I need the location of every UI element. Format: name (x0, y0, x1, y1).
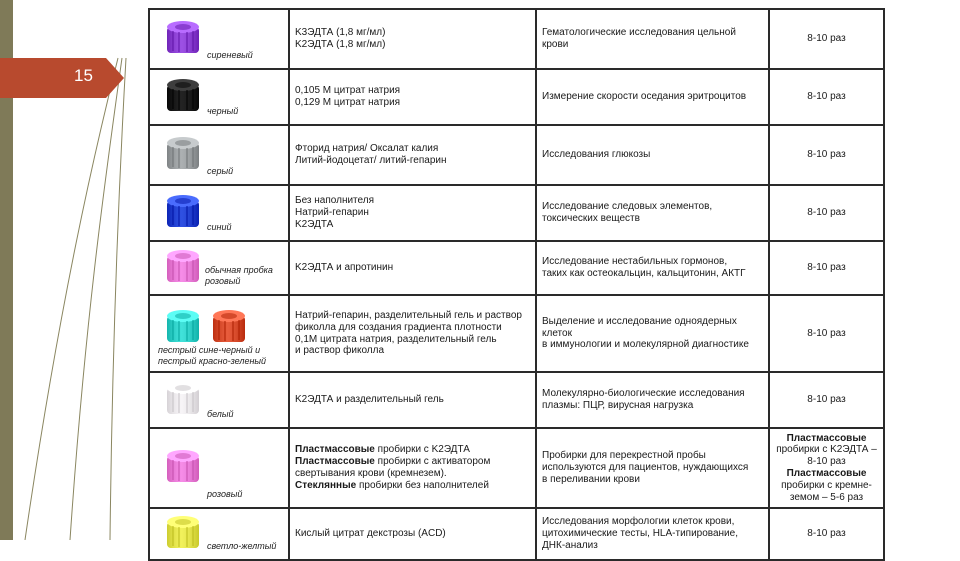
cap-color-label: белый (207, 408, 234, 419)
cell-line: 8-10 раз (807, 149, 846, 161)
inversions-cell (769, 241, 884, 295)
cell-line (775, 480, 878, 492)
additive-cell (289, 428, 536, 508)
additive-cell (289, 508, 536, 560)
cell-line: K3ЭДТА (1,8 мг/мл) (295, 27, 386, 39)
table-row (149, 69, 884, 125)
tube-cap-icon (161, 246, 205, 288)
additive-cell (289, 241, 536, 295)
cell-line: 0,1М цитрата натрия, разделительный гель (295, 333, 497, 345)
cell-line: 8-10 раз (807, 207, 846, 219)
inversions-cell (769, 428, 884, 508)
purpose-cell (536, 372, 769, 428)
tubes-table (148, 8, 885, 561)
additive-cell (289, 125, 536, 185)
additive-cell (289, 9, 536, 69)
cell-line: и раствор фиколла (295, 345, 385, 357)
plain-text: пробирки с кремне- (781, 479, 872, 491)
plain-text: пробирки с K2ЭДТА (374, 444, 470, 456)
cell-line: в переливании крови (542, 473, 640, 485)
cap-color-label: обычная пробка розовый (205, 265, 273, 286)
cap-color-label: сиреневый (207, 49, 253, 60)
cell-line (775, 492, 878, 504)
cell-line: таких как остеокальцин, кальцитонин, АКТГ (542, 268, 746, 279)
tube-cap-icon (161, 191, 205, 233)
purpose-cell (536, 69, 769, 125)
cell-line: Исследование нестабильных гормонов, (542, 256, 728, 268)
cell-line: плазмы: ПЦР, вирусная нагрузка (542, 400, 694, 411)
tube-cap-icon (161, 306, 205, 348)
tube-cap-icon (207, 306, 251, 348)
bold-text: Пластмассовые (295, 444, 375, 456)
cell-line: Исследования глюкозы (542, 149, 651, 161)
cap-color-label: черный (207, 105, 239, 116)
cell-line: Выделение и исследование одноядерных клеток (542, 315, 737, 339)
plain-text: свертывания крови (кремнезем). (295, 468, 447, 479)
cell-line: 8-10 раз (807, 528, 846, 540)
cell-line (295, 444, 530, 456)
cell-line: Пробирки для перекрестной пробы (542, 450, 706, 462)
inversions-cell (769, 508, 884, 560)
purpose-cell (536, 508, 769, 560)
cap-cell (149, 295, 289, 372)
cap-color-label: светло-желтый (207, 540, 277, 551)
bold-text: Пластмассовые (786, 432, 867, 444)
cell-line: Натрий-гепарин (295, 207, 369, 219)
cell-line: Литий-йодоцетат/ литий-гепарин (295, 155, 447, 166)
cell-line: в иммунологии и молекулярной диагностике (542, 339, 749, 351)
cell-line: K2ЭДТА и апротинин (295, 262, 394, 274)
purpose-cell (536, 185, 769, 241)
tube-cap-icon (161, 75, 205, 117)
additive-cell (289, 69, 536, 125)
purpose-cell (536, 295, 769, 372)
cell-line: 8-10 раз (807, 394, 846, 406)
cell-line (775, 444, 878, 456)
cell-line: K2ЭДТА и разделительный гель (295, 394, 444, 406)
bold-text: Пластмассовые (295, 456, 375, 468)
cell-line: Гематологические исследования цельной крови (542, 27, 736, 50)
tube-cap-icon (161, 378, 205, 420)
cap-color-label: розовый (207, 488, 243, 499)
table-row (149, 241, 884, 295)
purpose-cell (536, 241, 769, 295)
inversions-cell (769, 69, 884, 125)
cap-cell (149, 241, 289, 295)
plain-text: 8-10 раз (807, 456, 846, 468)
table-row (149, 9, 884, 69)
table-row (149, 185, 884, 241)
cap-cell (149, 125, 289, 185)
cell-line: 0,105 М цитрат натрия (295, 85, 401, 97)
cap-cell (149, 185, 289, 241)
tube-cap-icon (161, 446, 205, 488)
plain-text: пробирки без наполнителей (356, 479, 489, 491)
cell-line (295, 468, 530, 480)
cell-line: Молекулярно-биологические исследования (542, 388, 745, 400)
table-row (149, 428, 884, 508)
tube-cap-icon (161, 17, 205, 59)
cell-line (775, 456, 878, 468)
cap-color-label: серый (207, 165, 234, 176)
cell-line: ДНК-анализ (542, 539, 598, 551)
cell-line: Натрий-гепарин, разделительный гель и раствор (295, 309, 522, 321)
cell-line: Кислый цитрат декстрозы (ACD) (295, 528, 446, 540)
inversions-cell (769, 185, 884, 241)
additive-cell (289, 372, 536, 428)
cell-line: токсических веществ (542, 213, 640, 224)
table-row (149, 508, 884, 560)
cap-cell (149, 69, 289, 125)
cap-cell (149, 372, 289, 428)
cell-line: 8-10 раз (807, 262, 846, 274)
plain-text: пробирки с активатором (374, 456, 491, 468)
purpose-cell (536, 125, 769, 185)
slide-number-tab (0, 58, 124, 98)
purpose-cell (536, 428, 769, 508)
bold-text: Пластмассовые (786, 468, 867, 479)
cell-line (295, 456, 530, 468)
cell-line: фиколла для создания градиента плотности (295, 321, 502, 333)
cell-line: цитохимические тесты, HLA-типирование, (542, 528, 738, 540)
cap-cell (149, 508, 289, 560)
cell-line: Исследования морфологии клеток крови, (542, 516, 735, 528)
table-row (149, 295, 884, 372)
slide-number: 15 (74, 66, 93, 85)
inversions-cell (769, 9, 884, 69)
cap-cell (149, 9, 289, 69)
cell-line: K2ЭДТА (1,8 мг/мл) (295, 39, 386, 50)
cell-line: Без наполнителя (295, 195, 374, 207)
cap-color-label: синий (207, 221, 232, 232)
cell-line: 0,129 М цитрат натрия (295, 97, 401, 108)
cell-line: 8-10 раз (807, 91, 846, 103)
cell-line: 8-10 раз (807, 33, 846, 45)
plain-text: пробирки с K2ЭДТА – (776, 444, 877, 456)
table-row (149, 125, 884, 185)
cell-line (295, 480, 530, 492)
cell-line: Исследование следовых элементов, (542, 201, 713, 213)
cell-line: Фторид натрия/ Оксалат калия (295, 143, 439, 155)
table-row (149, 372, 884, 428)
cap-cell (149, 428, 289, 508)
cap-color-label: пестрый сине-черный и пестрый красно-зеленый (158, 345, 267, 366)
tube-cap-icon (161, 133, 205, 175)
cell-line: K2ЭДТА (295, 218, 334, 230)
plain-text: земом – 5-6 раз (789, 491, 864, 503)
inversions-cell (769, 372, 884, 428)
bold-text: Стеклянные (295, 479, 357, 491)
inversions-cell (769, 125, 884, 185)
cell-line: 8-10 раз (807, 327, 846, 339)
cell-line: используются для пациентов, нуждающихся (542, 462, 749, 474)
cell-line (775, 433, 878, 445)
cell-line: Измерение скорости оседания эритроцитов (542, 91, 747, 103)
tube-cap-icon (161, 512, 205, 554)
additive-cell (289, 295, 536, 372)
purpose-cell (536, 9, 769, 69)
additive-cell (289, 185, 536, 241)
inversions-cell (769, 295, 884, 372)
cell-line (775, 468, 878, 480)
